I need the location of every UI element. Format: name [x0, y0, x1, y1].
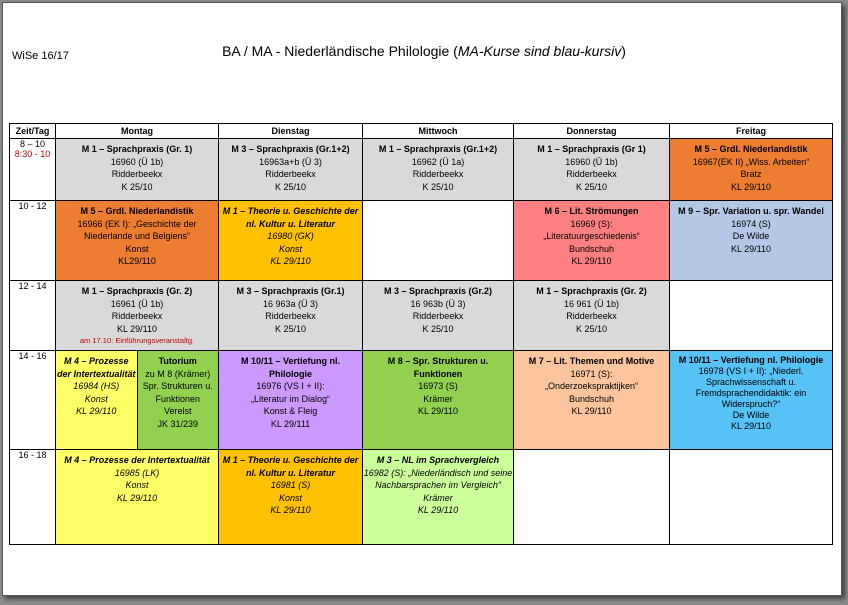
time-cell: 16 - 18	[10, 450, 56, 545]
row-8-10	[10, 139, 833, 201]
schedule-table	[9, 123, 833, 545]
col-header-freitag: Freitag	[670, 124, 833, 139]
empty-cell	[514, 450, 670, 545]
col-header-montag: Montag	[56, 124, 219, 139]
course-cell: M 10/11 – Vertiefung nl. Philologie 16978 (VS I + II): „Niederl. Sprachwissenschaft u. Fremdsprachendidaktik: ein Widerspruch?“ De Wilde KL 29/110	[670, 351, 833, 450]
col-header-time: Zeit/Tag	[10, 124, 56, 139]
course-cell: M 1 – Sprachpraxis (Gr.1+2) 16962 (Ü 1a) Ridderbeekx K 25/10	[363, 139, 514, 201]
row-14-16	[10, 351, 833, 450]
course-cell-ma: M 1 – Theorie u. Geschichte der nl. Kultur u. Literatur 16981 (S) Konst KL 29/110	[219, 450, 363, 545]
course-cell: M 10/11 – Vertiefung nl. Philologie 16976 (VS I + II): „Literatur im Dialog“ Konst & Fleig KL 29/111	[219, 351, 363, 450]
course-cell-ma: M 3 – NL im Sprachvergleich 16982 (S): „Niederländisch und seine Nachbarsprachen im Vergleich“ Krämer KL 29/110	[363, 450, 514, 545]
course-cell-ma: M 4 – Prozesse der Intertextualität 16984 (HS) Konst KL 29/110	[56, 351, 138, 449]
course-cell: M 9 – Spr. Variation u. spr. Wandel 16974 (S) De Wilde KL 29/110	[670, 201, 833, 281]
empty-cell	[670, 281, 833, 351]
course-cell: M 1 – Sprachpraxis (Gr. 2) 16 961 (Ü 1b) Ridderbeekx K 25/10	[514, 281, 670, 351]
course-cell: M 1 – Sprachpraxis (Gr. 2) 16961 (Ü 1b) Ridderbeekx KL 29/110 am 17.10: Einführungsveranstaltg.	[56, 281, 219, 351]
row-16-18	[10, 450, 833, 545]
course-cell: M 3 – Sprachpraxis (Gr.1+2) 16963a+b (Ü 3) Ridderbeekx K 25/10	[219, 139, 363, 201]
header-row	[10, 124, 833, 139]
page-title: BA / MA - Niederländische Philologie (MA-Kurse sind blau-kursiv)	[222, 43, 626, 59]
course-cell: M 1 – Sprachpraxis (Gr. 1) 16960 (Ü 1b) Ridderbeekx K 25/10	[56, 139, 219, 201]
empty-cell	[363, 201, 514, 281]
course-cell-ma: M 4 – Prozesse der Intertextualität 16985 (LK) Konst KL 29/110	[56, 450, 219, 545]
row-10-12	[10, 201, 833, 281]
col-header-mittwoch: Mittwoch	[363, 124, 514, 139]
time-cell: 12 - 14	[10, 281, 56, 351]
course-cell: M 3 – Sprachpraxis (Gr.1) 16 963a (Ü 3) Ridderbeekx K 25/10	[219, 281, 363, 351]
row-12-14	[10, 281, 833, 351]
col-header-donnerstag: Donnerstag	[514, 124, 670, 139]
time-cell: 8 – 10 8:30 - 10	[10, 139, 56, 201]
course-cell: M 6 – Lit. Strömungen 16969 (S): „Literatuurgeschiedenis“ Bundschuh KL 29/110	[514, 201, 670, 281]
course-cell: M 5 – Grdl. Niederlandistik 16967(EK II) „Wiss. Arbeiten“ Bratz KL 29/110	[670, 139, 833, 201]
semester-label: WiSe 16/17	[12, 50, 69, 62]
course-cell: M 8 – Spr. Strukturen u. Funktionen 16973 (S) Krämer KL 29/110	[363, 351, 514, 450]
course-cell: M 1 – Sprachpraxis (Gr 1) 16960 (Ü 1b) Ridderbeekx K 25/10	[514, 139, 670, 201]
course-cell: M 3 – Sprachpraxis (Gr.2) 16 963b (Ü 3) Ridderbeekx K 25/10	[363, 281, 514, 351]
split-cell	[56, 351, 219, 450]
empty-cell	[670, 450, 833, 545]
course-cell-ma: M 1 – Theorie u. Geschichte der nl. Kultur u. Literatur 16980 (GK) Konst KL 29/110	[219, 201, 363, 281]
time-cell: 14 - 16	[10, 351, 56, 450]
course-cell: M 7 – Lit. Themen und Motive 16971 (S): „Onderzoekspraktijken“ Bundschuh KL 29/110	[514, 351, 670, 450]
course-cell: M 5 – Grdl. Niederlandistik 16966 (EK I): „Geschichte der Niederlande und Belgiens“ Konst KL29/110	[56, 201, 219, 281]
tutorium-cell: Tutorium zu M 8 (Krämer) Spr. Strukturen u. Funktionen Verelst JK 31/239	[138, 351, 219, 449]
col-header-dienstag: Dienstag	[219, 124, 363, 139]
time-cell: 10 - 12	[10, 201, 56, 281]
